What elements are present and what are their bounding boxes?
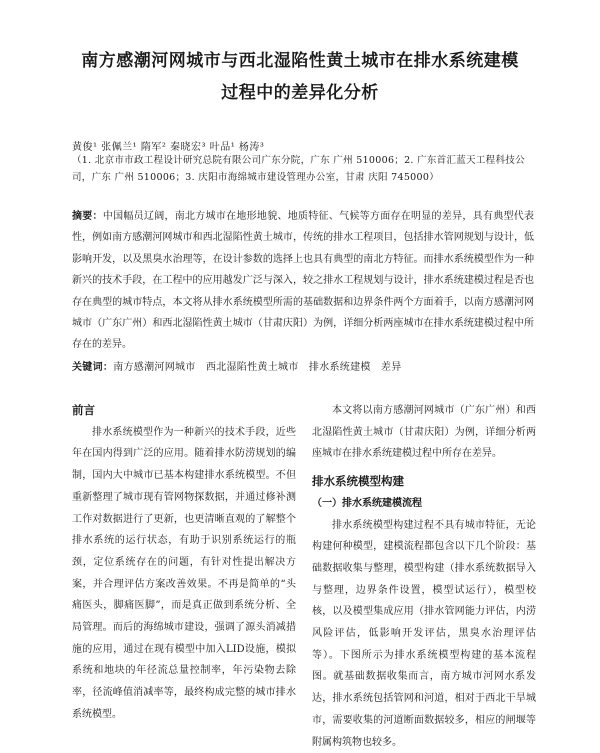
paper-title-line-2: 过程中的差异化分析 [221, 83, 379, 103]
abstract-label: 摘要： [72, 211, 103, 222]
section-heading-modeling: 排水系统模型构建 [312, 474, 404, 489]
workflow-paragraph: 排水系统模型构建过程不具有城市特征，无论构建何种模型，建模流程都包含以下几个阶段：基础数据收集与整理，模型构建（排水系统数据导入与整理，边界条件设置，模型试运行），模型校核，以及模型集成应用（排水管网能力评估，内涝风险评估，低影响开发评估，黑臭水治理评估等）。下图所示为排水系统模型构建的基本流程图。就基础数据收集而言，南方城市河网水系发达，排水系统包括管网和河道，相对于西北干旱城市，需要收集的河道断面数据较多，相应的闸堰等附属构筑物也较多。 [312, 519, 536, 748]
author-list: 黄俊¹ 张佩兰¹ 隋军² 秦晓宏³ 叶品¹ 杨涛³ [72, 142, 265, 153]
abstract [72, 206, 534, 356]
intro-paragraph: 本文将以南方感潮河网城市（广东广州）和西北湿陷性黄土城市（甘肃庆阳）为例，详细分析两座城市在排水系统建模过程中所存在差异。 [312, 405, 536, 460]
abstract-text: 中国幅员辽阔，南北方城市在地形地貌、地质特征、气候等方面存在明显的差异，具有典型代表性，例如南方感潮河网城市和西北湿陷性黄土城市，传统的排水工程项目，包括排水管网规划与设计，低影响开发，以及黑臭水治理等，在设计参数的选择上也具有典型的南北方特征。而排水系统模型作为一种新兴的技术手段，在工程中的应用越发广泛与深入，较之排水工程规划与设计，排水系统建模过程是否也存在典型的城市特点，本文将从排水系统模型所需的基础数据和边界条件两个方面着手，以南方感潮河网城市（广东广州）和西北湿陷性黄土城市（甘肃庆阳）为例，详细分析两座城市在排水系统建模过程中所存在的差异。 [72, 211, 535, 351]
section-heading-preface: 前言 [72, 403, 95, 417]
affiliations: （1. 北京市市政工程设计研究总院有限公司广东分院，广东 广州 510006；2. 广东首汇蓝天工程科技公司，广东 广州 510006；3. 庆阳市海绵城市建设管理办公室，甘肃 庆阳 745000） [72, 155, 525, 183]
keywords-text: 南方感潮河网城市 西北湿陷性黄土城市 排水系统建模 差异 [113, 362, 402, 373]
right-column [312, 400, 536, 753]
keywords-label: 关键词： [72, 362, 114, 373]
keywords [72, 358, 534, 373]
paper-title-line-1: 南方感潮河网城市与西北湿陷性黄土城市在排水系统建模 [81, 51, 519, 71]
left-column [72, 400, 296, 726]
preface-paragraph: 排水系统模型作为一种新兴的技术手段，近些年在国内得到广泛的应用。随着排水防涝规划的编制，国内大中城市已基本构建排水系统模型。不但重新整理了城市现有管网物探数据，并通过修补测工作对数据进行了更新，也更清晰直观的了解整个排水系统的运行状态，有助于识别系统运行的瓶颈，定位系统存在的问题，有针对性提出解决方案，并合理评估方案改善效果。不再是简单的“头痛医头，脚痛医脚”，而是真正做到系统分析、全局管理。而后的海绵城市建设，强调了源头消减措施的应用，通过在现有模型中加入LID设施，模拟系统和地块的年径流总量控制率，年污染物去除率，径流峰值消减率等，最终构成完整的城市排水系统模型。 [72, 426, 296, 720]
subsection-heading-workflow: （一）排水系统建模流程 [312, 497, 422, 509]
